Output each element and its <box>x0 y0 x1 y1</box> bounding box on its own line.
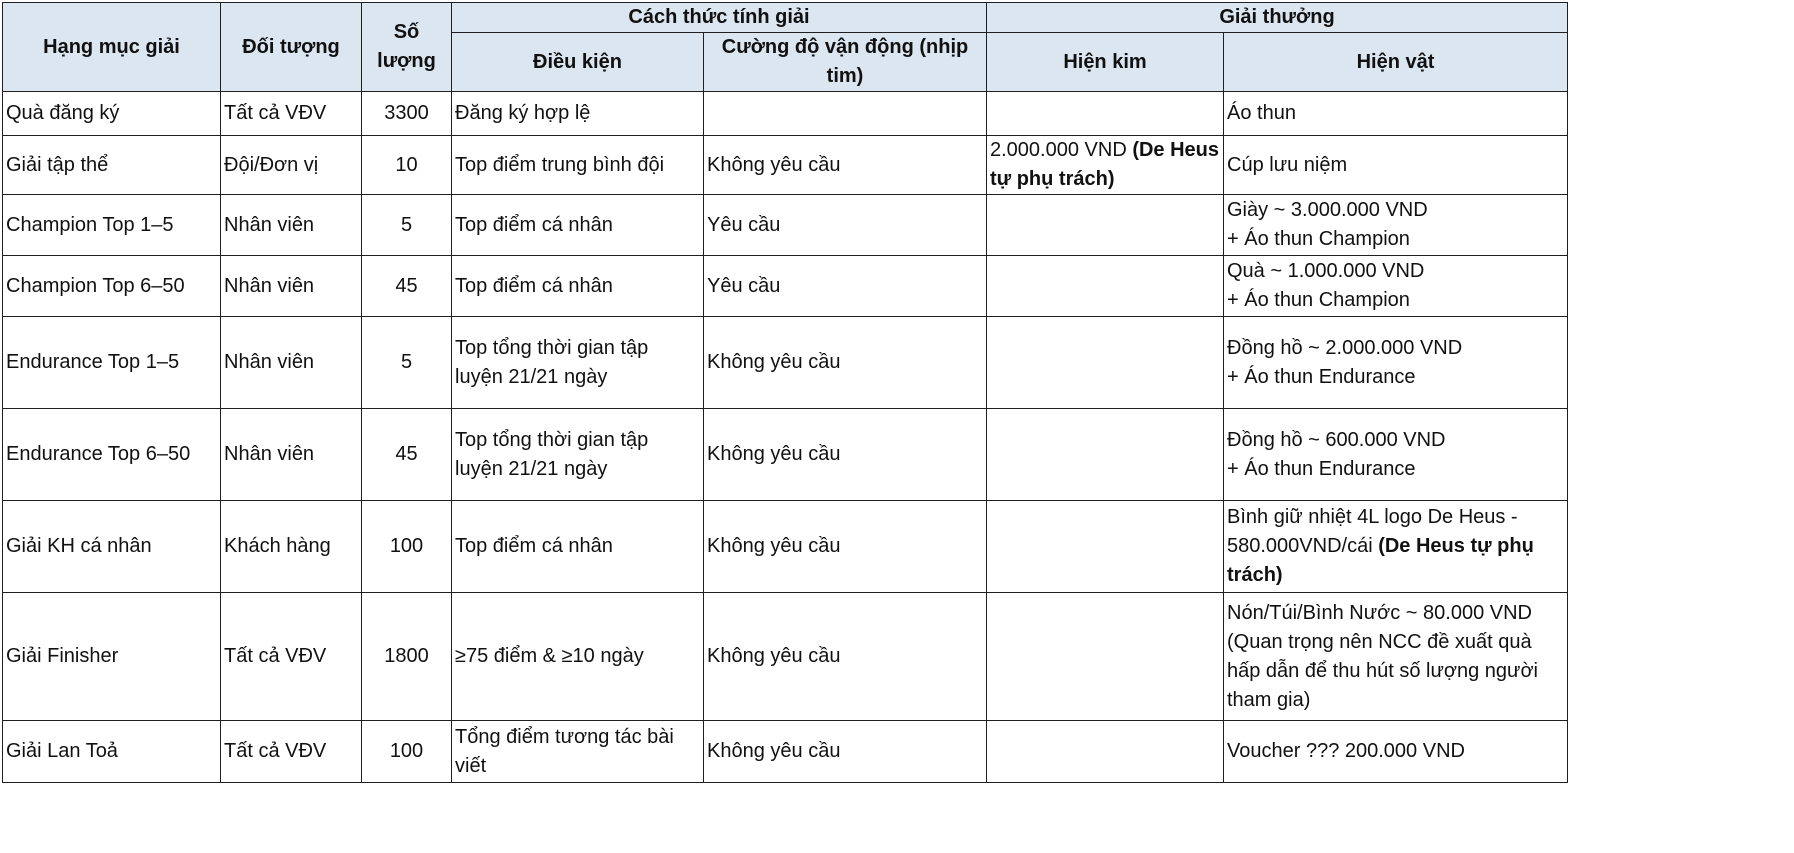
cell-intensity <box>704 593 987 721</box>
cell-item <box>1224 593 1568 721</box>
cell-item <box>1224 256 1568 317</box>
cell-condition-text: ≥75 điểm & ≥10 ngày <box>455 645 644 667</box>
cell-item-text: Bình giữ nhiệt 4L logo De Heus - 580.000VND/cái <box>1227 506 1518 557</box>
cell-intensity <box>704 317 987 409</box>
cell-quantity <box>362 593 452 721</box>
cell-audience <box>221 593 362 721</box>
cell-audience <box>221 256 362 317</box>
cell-audience-text: Tất cả VĐV <box>224 102 327 124</box>
table-row <box>3 256 1568 317</box>
cell-quantity-text: 10 <box>395 153 418 176</box>
cell-quantity <box>362 256 452 317</box>
cell-category-text: Champion Top 1–5 <box>6 213 174 236</box>
header-cash: Hiện kim <box>987 33 1224 92</box>
cell-category <box>3 317 221 409</box>
cell-category <box>3 136 221 195</box>
cell-intensity-text: Không yêu cầu <box>707 740 841 762</box>
cell-quantity-text: 5 <box>400 351 413 373</box>
cell-audience-text: Tất cả VĐV <box>224 645 327 667</box>
cell-intensity <box>704 256 987 317</box>
cell-condition-text: Tổng điểm tương tác bài viết <box>455 725 674 777</box>
cell-condition-text: Top điểm trung bình đội <box>455 153 665 176</box>
cell-item <box>1224 136 1568 195</box>
cell-quantity <box>362 195 452 256</box>
cell-intensity-text: Không yêu cầu <box>707 645 841 667</box>
cell-intensity <box>704 409 987 501</box>
cell-item-text: Đồng hồ ~ 2.000.000 VND + Áo thun Endurance <box>1227 336 1463 388</box>
table-row <box>3 593 1568 721</box>
cell-audience-text: Tất cả VĐV <box>224 740 327 762</box>
cell-item-text: Nón/Túi/Bình Nước ~ 80.000 VND (Quan trọng nên NCC đề xuất quà hấp dẫn để thu hút số lượng người tham gia) <box>1227 601 1538 711</box>
cell-quantity-text: 1800 <box>384 645 429 667</box>
cell-condition-text: Đăng ký hợp lệ <box>455 102 591 124</box>
cell-item <box>1224 317 1568 409</box>
cell-quantity <box>362 136 452 195</box>
header-award: Giải thưởng <box>987 3 1568 33</box>
cell-intensity-text: Không yêu cầu <box>707 153 841 176</box>
cell-cash <box>987 256 1224 317</box>
cell-category <box>3 92 221 136</box>
cell-item-text: Cúp lưu niệm <box>1227 153 1348 176</box>
table-row <box>3 92 1568 136</box>
cell-audience <box>221 317 362 409</box>
cell-intensity <box>704 92 987 136</box>
header-method: Cách thức tính giải <box>452 3 987 33</box>
cell-condition <box>452 92 704 136</box>
cell-cash <box>987 195 1224 256</box>
cell-item-text: Voucher ??? 200.000 VND <box>1227 740 1465 762</box>
cell-category <box>3 501 221 593</box>
cell-intensity <box>704 136 987 195</box>
cell-cash <box>987 136 1224 195</box>
cell-quantity <box>362 317 452 409</box>
cell-category <box>3 195 221 256</box>
cell-condition <box>452 593 704 721</box>
cell-item <box>1224 409 1568 501</box>
table-body <box>3 92 1568 783</box>
cell-quantity <box>362 409 452 501</box>
cell-quantity-text: 3300 <box>384 102 429 124</box>
table-row <box>3 136 1568 195</box>
cell-category <box>3 721 221 783</box>
cell-intensity <box>704 195 987 256</box>
cell-audience <box>221 721 362 783</box>
cell-intensity-text: Không yêu cầu <box>707 443 841 465</box>
cell-condition-text: Top điểm cá nhân <box>455 213 613 236</box>
cell-category-text: Champion Top 6–50 <box>6 274 185 297</box>
cell-condition-text: Top điểm cá nhân <box>455 274 613 297</box>
cell-category-text: Giải tập thể <box>6 153 109 176</box>
cell-audience-text: Nhân viên <box>224 443 315 465</box>
cell-cash-note: (De Heus tự phụ trách) <box>990 139 1220 190</box>
header-category: Hạng mục giải <box>3 3 221 92</box>
cell-audience-text: Đội/Đơn vị <box>224 153 319 176</box>
cell-category <box>3 409 221 501</box>
table-row <box>3 721 1568 783</box>
header-quantity: Số lượng <box>362 3 452 92</box>
table-row <box>3 501 1568 593</box>
cell-category <box>3 593 221 721</box>
cell-condition-text: Top điểm cá nhân <box>455 535 613 557</box>
cell-condition <box>452 721 704 783</box>
cell-audience-text: Nhân viên <box>224 274 315 297</box>
cell-item <box>1224 501 1568 593</box>
cell-item-text: Đồng hồ ~ 600.000 VND + Áo thun Endurance <box>1227 428 1446 480</box>
cell-category-text: Giải Finisher <box>6 645 119 667</box>
cell-condition-text: Top tổng thời gian tập luyện 21/21 ngày <box>455 336 649 388</box>
cell-cash <box>987 501 1224 593</box>
cell-intensity <box>704 721 987 783</box>
cell-audience-text: Nhân viên <box>224 351 315 373</box>
header-item: Hiện vật <box>1224 33 1568 92</box>
cell-audience <box>221 501 362 593</box>
cell-quantity-text: 5 <box>400 213 413 236</box>
cell-quantity <box>362 721 452 783</box>
cell-category <box>3 256 221 317</box>
cell-condition <box>452 501 704 593</box>
cell-cash <box>987 409 1224 501</box>
cell-cash <box>987 593 1224 721</box>
header-audience: Đối tượng <box>221 3 362 92</box>
cell-condition <box>452 136 704 195</box>
cell-audience <box>221 195 362 256</box>
cell-condition <box>452 256 704 317</box>
cell-category-text: Endurance Top 1–5 <box>6 351 180 373</box>
cell-category-text: Endurance Top 6–50 <box>6 443 191 465</box>
cell-cash <box>987 721 1224 783</box>
cell-condition <box>452 409 704 501</box>
cell-intensity-text: Yêu cầu <box>707 274 781 297</box>
cell-audience <box>221 92 362 136</box>
cell-audience <box>221 409 362 501</box>
cell-quantity <box>362 92 452 136</box>
cell-audience-text: Nhân viên <box>224 213 315 236</box>
cell-quantity <box>362 501 452 593</box>
cell-intensity-text: Yêu cầu <box>707 213 781 236</box>
cell-category-text: Quà đăng ký <box>6 102 120 124</box>
cell-cash <box>987 92 1224 136</box>
cell-item <box>1224 721 1568 783</box>
cell-item-text: Giày ~ 3.000.000 VND + Áo thun Champion <box>1227 199 1428 250</box>
cell-audience <box>221 136 362 195</box>
cell-quantity-text: 45 <box>395 443 418 465</box>
cell-quantity-text: 45 <box>395 274 418 297</box>
header-condition: Điều kiện <box>452 33 704 92</box>
cell-intensity <box>704 501 987 593</box>
cell-item-text: Quà ~ 1.000.000 VND + Áo thun Champion <box>1227 260 1425 311</box>
cell-item <box>1224 195 1568 256</box>
cell-category-text: Giải KH cá nhân <box>6 535 152 557</box>
header-intensity: Cường độ vận động (nhịp tim) <box>704 33 987 92</box>
cell-intensity-text: Không yêu cầu <box>707 351 841 373</box>
cell-audience-text: Khách hàng <box>224 535 331 557</box>
table-row <box>3 317 1568 409</box>
table-header <box>3 3 1568 92</box>
cell-cash <box>987 317 1224 409</box>
cell-quantity-text: 100 <box>389 740 424 762</box>
cell-item-text: Áo thun <box>1227 102 1296 124</box>
cell-quantity-text: 100 <box>389 535 424 557</box>
cell-condition <box>452 317 704 409</box>
awards-table <box>2 2 1568 783</box>
table-row <box>3 409 1568 501</box>
cell-condition-text: Top tổng thời gian tập luyện 21/21 ngày <box>455 428 649 480</box>
cell-item <box>1224 92 1568 136</box>
cell-condition <box>452 195 704 256</box>
cell-cash-text: 2.000.000 VND <box>990 139 1133 161</box>
cell-item-note: (De Heus tự phụ trách) <box>1227 535 1534 586</box>
cell-category-text: Giải Lan Toả <box>6 740 118 762</box>
cell-intensity-text: Không yêu cầu <box>707 535 841 557</box>
table-row <box>3 195 1568 256</box>
